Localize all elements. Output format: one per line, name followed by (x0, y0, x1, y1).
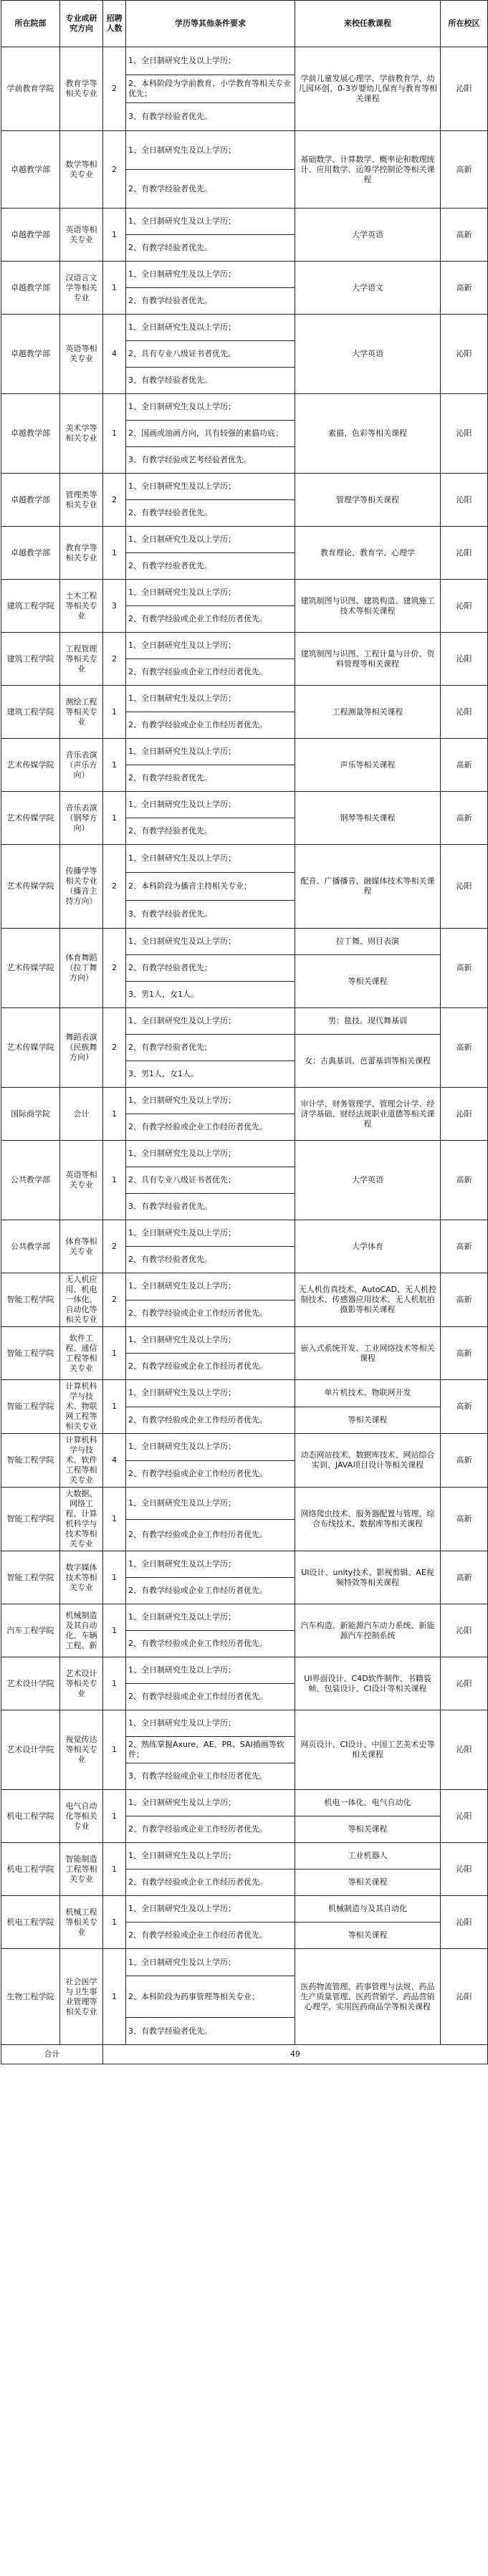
total-row (1, 2045, 488, 2064)
major-cell: 智能制造工程等相关专业 (60, 1843, 103, 1896)
major-cell: 汉语言文学等相关专业 (60, 262, 103, 315)
course-cell: 等相关课程 (295, 1869, 441, 1896)
course-cell: 声乐等相关课程 (295, 739, 441, 792)
requirement-cell: 1、全日制研究生及以上学历； (126, 47, 295, 75)
dept-cell: 智能工程学院 (1, 1380, 60, 1434)
table-row (1, 929, 488, 955)
campus-cell: 沁阳 (441, 686, 488, 739)
dept-cell: 智能工程学院 (1, 1434, 60, 1488)
requirement-cell: 2、有教学经验者优先； (126, 955, 295, 982)
course-cell: 教育理论、教育学、心理学 (295, 527, 441, 580)
count-cell: 2 (103, 845, 126, 929)
major-cell: 无人机应用、机电一体化、自动化等相关专业 (60, 1273, 103, 1327)
count-cell: 1 (103, 792, 126, 845)
requirement-cell: 3、有教学经验或企业工作经历者优先。 (126, 1763, 295, 1790)
major-cell: 英语等相关专业 (60, 209, 103, 262)
count-cell: 1 (103, 527, 126, 580)
dept-cell: 艺术传媒学院 (1, 929, 60, 1008)
dept-cell: 艺术设计学院 (1, 1657, 60, 1710)
dept-cell: 卓越教学部 (1, 209, 60, 262)
requirement-cell: 1、全日制研究生及以上学历； (126, 1657, 295, 1684)
requirement-cell: 2、有教学经验或企业工作经历者优先。 (126, 1816, 295, 1843)
major-cell: 机械制造及其自动化、车辆工程、新 (60, 1604, 103, 1657)
major-cell: 体育舞蹈（拉丁舞方向） (60, 929, 103, 1008)
count-cell: 1 (103, 1551, 126, 1604)
table-row (1, 792, 488, 818)
count-cell: 1 (103, 1604, 126, 1657)
count-cell: 2 (103, 1273, 126, 1327)
course-cell: 男：毯技、现代舞基训 (295, 1008, 441, 1035)
requirement-cell: 2、有教学经验者优先； (126, 1035, 295, 1061)
campus-cell: 沁阳 (441, 47, 488, 131)
campus-cell: 高新 (441, 792, 488, 845)
requirement-cell: 1、全日制研究生及以上学历； (126, 1843, 295, 1869)
dept-cell: 智能工程学院 (1, 1273, 60, 1327)
course-cell: 工业机器人 (295, 1843, 441, 1869)
count-cell: 1 (103, 1141, 126, 1220)
count-cell: 2 (103, 929, 126, 1008)
dept-cell: 机电工程学院 (1, 1790, 60, 1843)
campus-cell: 高新 (441, 1380, 488, 1434)
requirement-cell: 2、有教学经验或企业工作经历者优先。 (126, 659, 295, 686)
requirement-cell: 1、全日制研究生及以上学历； (126, 929, 295, 955)
requirement-cell: 2、有教学经验或企业工作经历者优先。 (126, 1923, 295, 1949)
campus-cell: 高新 (441, 209, 488, 262)
dept-cell: 艺术传媒学院 (1, 739, 60, 792)
campus-cell: 沁阳 (441, 1843, 488, 1896)
requirement-cell: 1、全日制研究生及以上学历； (126, 1551, 295, 1578)
course-cell: 大学体育 (295, 1220, 441, 1273)
major-cell: 传播学等相关专业（播音主持方向） (60, 845, 103, 929)
total-value: 49 (103, 2045, 488, 2064)
table-row (1, 1380, 488, 1407)
header-row (1, 1, 488, 47)
requirement-cell: 2、有教学经验者优先。 (126, 765, 295, 792)
requirement-cell: 3、有教学经验或艺考经验者优先。 (126, 447, 295, 474)
requirement-cell: 1、全日制研究生及以上学历； (126, 686, 295, 712)
dept-cell: 艺术传媒学院 (1, 1008, 60, 1088)
course-cell: UI设计、unity技术、影视剪辑、AE视频特效等相关课程 (295, 1551, 441, 1604)
dept-cell: 汽车工程学院 (1, 1604, 60, 1657)
major-cell: 大数据、网络工程、计算机科学与技术等相关专业 (60, 1488, 103, 1551)
table-row (1, 580, 488, 606)
requirement-cell: 1、全日制研究生及以上学历； (126, 739, 295, 765)
table-row (1, 315, 488, 341)
dept-cell: 机电工程学院 (1, 1896, 60, 1949)
course-cell: 建筑制图与识图、工程计量与计价、资料管理等相关课程 (295, 633, 441, 686)
requirement-cell: 1、全日制研究生及以上学历； (126, 1710, 295, 1737)
requirement-cell: 2、有教学经验或企业工作经历者优先。 (126, 1684, 295, 1710)
course-cell: 等相关课程 (295, 1923, 441, 1949)
course-cell: 单片机技术、物联网开发 (295, 1380, 441, 1407)
requirement-cell: 1、全日制研究生及以上学历； (126, 527, 295, 553)
campus-cell: 沁阳 (441, 315, 488, 394)
count-cell: 4 (103, 1434, 126, 1488)
course-cell: 网络爬虫技术、服务器配置与管理、综合布线技术、数据库等相关课程 (295, 1488, 441, 1551)
dept-cell: 卓越教学部 (1, 527, 60, 580)
count-cell: 4 (103, 315, 126, 394)
table-row (1, 394, 488, 421)
requirement-cell: 2、有教学经验或企业工作经历者优先。 (126, 1300, 295, 1327)
table-row (1, 1949, 488, 1976)
table-row (1, 1008, 488, 1035)
course-cell: 大学英语 (295, 1141, 441, 1220)
count-cell: 1 (103, 686, 126, 739)
table-row (1, 1488, 488, 1520)
major-cell: 计算机科学与技术、软件工程等相关专业 (60, 1434, 103, 1488)
campus-cell: 高新 (441, 1220, 488, 1273)
total-label: 合计 (1, 2045, 103, 2064)
count-cell: 2 (103, 131, 126, 209)
requirement-cell: 1、全日制研究生及以上学历； (126, 1380, 295, 1407)
dept-cell: 卓越教学部 (1, 394, 60, 474)
requirement-cell: 2、有教学经验者优先。 (126, 500, 295, 527)
requirement-cell: 1、全日制研究生及以上学历； (126, 580, 295, 606)
course-cell: 无人机仿真技术、AutoCAD、无人机控制技术、传感器应用技术、无人机航拍摄影等相关课程 (295, 1273, 441, 1327)
requirement-cell: 1、全日制研究生及以上学历； (126, 1949, 295, 1976)
major-cell: 土木工程等相关专业 (60, 580, 103, 633)
campus-cell: 沁阳 (441, 527, 488, 580)
course-cell: 机械制造与及其自动化 (295, 1896, 441, 1923)
dept-cell: 公共教学部 (1, 1141, 60, 1220)
header-courses: 来校任教课程 (295, 1, 441, 47)
dept-cell: 卓越教学部 (1, 315, 60, 394)
requirement-cell: 1、全日制研究生及以上学历； (126, 315, 295, 341)
requirement-cell: 1、全日制研究生及以上学历； (126, 394, 295, 421)
count-cell: 2 (103, 47, 126, 131)
header-requirements: 学历等其他条件要求 (126, 1, 295, 47)
campus-cell: 沁阳 (441, 474, 488, 527)
campus-cell: 沁阳 (441, 394, 488, 474)
campus-cell: 沁阳 (441, 1949, 488, 2045)
requirement-cell: 1、全日制研究生及以上学历； (126, 633, 295, 659)
count-cell: 2 (103, 1008, 126, 1088)
requirement-cell: 2、有教学经验或企业工作经历者优先。 (126, 1519, 295, 1551)
requirement-cell: 2、有教学经验或企业工作经历者优先。 (126, 1869, 295, 1896)
course-cell: 配音、广播播音、融媒体技术等相关课程 (295, 845, 441, 929)
table-row (1, 1710, 488, 1737)
table-row (1, 1551, 488, 1578)
table-row (1, 1604, 488, 1631)
course-cell: UI界面设计、C4D软件制作、书籍装帧、包装设计、CI设计等相关课程 (295, 1657, 441, 1710)
course-cell: 汽车构造、新能源汽车动力系统、新能源汽车控制系统 (295, 1604, 441, 1657)
table-body (1, 47, 488, 2045)
course-cell: 建筑制图与识图、建筑构造、建筑施工技术等相关课程 (295, 580, 441, 633)
course-cell: 审计学、财务管理学、管理会计学、经济学基础、财经法规职业道德等相关课程 (295, 1088, 441, 1141)
requirement-cell: 1、全日制研究生及以上学历； (126, 1141, 295, 1167)
header-count: 招聘人数 (103, 1, 126, 47)
major-cell: 英语等相关专业 (60, 1141, 103, 1220)
count-cell: 1 (103, 1896, 126, 1949)
requirement-cell: 2、有教学经验或企业工作经历者优先。 (126, 1631, 295, 1657)
count-cell: 1 (103, 739, 126, 792)
requirement-cell: 2、国画或油画方向，具有较强的素描功底； (126, 421, 295, 447)
dept-cell: 智能工程学院 (1, 1327, 60, 1380)
course-cell: 学前儿童发展心理学、学前教育学、幼儿园环创、0-3岁婴幼儿保育与教育等相关课程 (295, 47, 441, 131)
major-cell: 软件工程、通信工程等相关专业 (60, 1327, 103, 1380)
major-cell: 视觉传达等相关专业 (60, 1710, 103, 1790)
course-cell: 基础数学、计算数学、概率论和数理统计、应用数学、运筹学控制论等相关课程 (295, 131, 441, 209)
requirement-cell: 1、全日制研究生及以上学历； (126, 1220, 295, 1247)
requirement-cell: 3、有教学经验者优先。 (126, 901, 295, 929)
requirement-cell: 3、有教学经验者优先。 (126, 1194, 295, 1220)
campus-cell: 沁阳 (441, 1896, 488, 1949)
requirement-cell: 2、有教学经验者优先。 (126, 1247, 295, 1273)
requirement-cell: 1、全日制研究生及以上学历； (126, 845, 295, 873)
campus-cell: 高新 (441, 739, 488, 792)
table-row (1, 47, 488, 75)
campus-cell: 沁阳 (441, 1710, 488, 1790)
major-cell: 舞蹈表演（民族舞方向） (60, 1008, 103, 1088)
major-cell: 机械工程等相关专业 (60, 1896, 103, 1949)
course-cell: 素描、色彩等相关课程 (295, 394, 441, 474)
campus-cell: 高新 (441, 1434, 488, 1488)
count-cell: 1 (103, 1657, 126, 1710)
requirement-cell: 2、有教学经验者优先。 (126, 818, 295, 845)
dept-cell: 卓越教学部 (1, 262, 60, 315)
campus-cell: 沁阳 (441, 1604, 488, 1657)
requirement-cell: 3、有教学经验者优先。 (126, 368, 295, 394)
requirement-cell: 2、本科阶段为播音主持相关专业； (126, 873, 295, 901)
requirement-cell: 1、全日制研究生及以上学历； (126, 1434, 295, 1461)
dept-cell: 建筑工程学院 (1, 633, 60, 686)
campus-cell: 高新 (441, 1488, 488, 1551)
count-cell: 2 (103, 1220, 126, 1273)
course-cell: 大学英语 (295, 315, 441, 394)
major-cell: 音乐表演（钢琴方向） (60, 792, 103, 845)
requirement-cell: 3、男1人，女1人。 (126, 982, 295, 1008)
major-cell: 教育学等相关专业 (60, 527, 103, 580)
count-cell: 1 (103, 1843, 126, 1896)
table-row (1, 845, 488, 873)
major-cell: 数学等相关专业 (60, 131, 103, 209)
table-row (1, 633, 488, 659)
requirement-cell: 1、全日制研究生及以上学历； (126, 1488, 295, 1520)
requirement-cell: 2、熟练掌握Axure、AE、PR、SAI插画等软件； (126, 1737, 295, 1763)
table-row (1, 527, 488, 553)
requirement-cell: 2、有教学经验者优先。 (126, 170, 295, 209)
requirement-cell: 2、有教学经验或企业工作经历者优先。 (126, 606, 295, 633)
count-cell: 1 (103, 1949, 126, 2045)
dept-cell: 建筑工程学院 (1, 580, 60, 633)
requirement-cell: 2、有教学经验或企业工作经历者优先。 (126, 1578, 295, 1604)
major-cell: 美术学等相关专业 (60, 394, 103, 474)
requirement-cell: 2、有教学经验或企业工作经历者优先。 (126, 1114, 295, 1141)
requirement-cell: 1、全日制研究生及以上学历； (126, 1790, 295, 1816)
table-row (1, 1790, 488, 1816)
requirement-cell: 1、全日制研究生及以上学历； (126, 1088, 295, 1114)
requirement-cell: 1、全日制研究生及以上学历； (126, 262, 295, 288)
course-cell: 管理学等相关课程 (295, 474, 441, 527)
requirement-cell: 2、本科阶段为药事管理等相关专业； (126, 1976, 295, 2018)
table-row (1, 1843, 488, 1869)
campus-cell: 沁阳 (441, 1790, 488, 1843)
header-major: 专业或研究方向 (60, 1, 103, 47)
campus-cell: 沁阳 (441, 633, 488, 686)
campus-cell: 高新 (441, 1141, 488, 1220)
table-row (1, 1434, 488, 1461)
requirement-cell: 2、具有专业八级证书者优先； (126, 1167, 295, 1194)
major-cell: 测绘工程等相关专业 (60, 686, 103, 739)
course-cell: 嵌入式系统开发、工业网络技术等相关课程 (295, 1327, 441, 1380)
major-cell: 艺术设计等相关专业 (60, 1657, 103, 1710)
requirement-cell: 1、全日制研究生及以上学历； (126, 1327, 295, 1354)
table-row (1, 1141, 488, 1167)
course-cell: 等相关课程 (295, 1407, 441, 1434)
dept-cell: 卓越教学部 (1, 474, 60, 527)
campus-cell: 高新 (441, 262, 488, 315)
campus-cell: 沁阳 (441, 845, 488, 929)
count-cell: 1 (103, 1488, 126, 1551)
count-cell: 1 (103, 1088, 126, 1141)
table-row (1, 1220, 488, 1247)
count-cell: 2 (103, 633, 126, 686)
table-row (1, 1896, 488, 1923)
table-row (1, 686, 488, 712)
major-cell: 电气自动化等相关专业 (60, 1790, 103, 1843)
requirement-cell: 1、全日制研究生及以上学历； (126, 1896, 295, 1923)
requirement-cell: 2、有教学经验者优先。 (126, 235, 295, 262)
header-campus: 所在校区 (441, 1, 488, 47)
count-cell: 1 (103, 1380, 126, 1434)
dept-cell: 智能工程学院 (1, 1551, 60, 1604)
requirement-cell: 2、有教学经验或企业工作经历者优先。 (126, 1407, 295, 1434)
course-cell: 医药物流管理、药事管理与法规、药品生产质量管理、医药营销学、药品营销心理学、实用医药商品学等相关课程 (295, 1949, 441, 2045)
dept-cell: 公共教学部 (1, 1220, 60, 1273)
course-cell: 工程测量等相关课程 (295, 686, 441, 739)
major-cell: 教育学等相关专业 (60, 47, 103, 131)
dept-cell: 艺术传媒学院 (1, 792, 60, 845)
course-cell: 大学英语 (295, 209, 441, 262)
course-cell: 网页设计、CI设计、中国工艺美术史等相关课程 (295, 1710, 441, 1790)
dept-cell: 学前教育学院 (1, 47, 60, 131)
course-cell: 大学语文 (295, 262, 441, 315)
requirement-cell: 1、全日制研究生及以上学历； (126, 131, 295, 170)
requirement-cell: 2、有教学经验或企业工作经历者优先。 (126, 1354, 295, 1380)
major-cell: 体育等相关专业 (60, 1220, 103, 1273)
recruitment-table (1, 0, 488, 2064)
requirement-cell: 1、全日制研究生及以上学历； (126, 1008, 295, 1035)
requirement-cell: 2、有教学经验或企业工作经历者优先。 (126, 1460, 295, 1488)
major-cell: 计算机科学与技术、物联网工程等相关专业 (60, 1380, 103, 1434)
course-cell: 等相关课程 (295, 1816, 441, 1843)
dept-cell: 机电工程学院 (1, 1843, 60, 1896)
dept-cell: 艺术设计学院 (1, 1710, 60, 1790)
dept-cell: 生物工程学院 (1, 1949, 60, 2045)
count-cell: 1 (103, 1710, 126, 1790)
campus-cell: 高新 (441, 1008, 488, 1088)
requirement-cell: 3、男1人，女1人。 (126, 1061, 295, 1088)
dept-cell: 艺术传媒学院 (1, 845, 60, 929)
count-cell: 1 (103, 1790, 126, 1843)
table-row (1, 131, 488, 170)
major-cell: 社会医学与卫生事业管理等相关专业 (60, 1949, 103, 2045)
campus-cell: 沁阳 (441, 580, 488, 633)
requirement-cell: 2、有教学经验者优先。 (126, 288, 295, 315)
course-cell: 动态网站技术、数据库技术、网站综合实训、JAVA项目设计等相关课程 (295, 1434, 441, 1488)
requirement-cell: 1、全日制研究生及以上学历； (126, 209, 295, 235)
requirement-cell: 1、全日制研究生及以上学历； (126, 1604, 295, 1631)
requirement-cell: 2、有教学经验者优先。 (126, 553, 295, 580)
dept-cell: 国际商学院 (1, 1088, 60, 1141)
campus-cell: 高新 (441, 929, 488, 1008)
major-cell: 工程管理等相关专业 (60, 633, 103, 686)
course-cell: 钢琴等相关课程 (295, 792, 441, 845)
table-row (1, 209, 488, 235)
major-cell: 音乐表演（声乐方向） (60, 739, 103, 792)
count-cell: 3 (103, 580, 126, 633)
course-cell: 机电一体化、电气自动化 (295, 1790, 441, 1816)
requirement-cell: 2、具有专业八级证书者优先。 (126, 341, 295, 368)
major-cell: 英语等相关专业 (60, 315, 103, 394)
campus-cell: 高新 (441, 1551, 488, 1604)
course-cell: 拉丁舞、则目表演 (295, 929, 441, 955)
count-cell: 1 (103, 262, 126, 315)
table-row (1, 1657, 488, 1684)
course-cell: 女：古典基训、芭蕾基训等相关课程 (295, 1035, 441, 1088)
requirement-cell: 1、全日制研究生及以上学历； (126, 474, 295, 500)
count-cell: 2 (103, 474, 126, 527)
campus-cell: 高新 (441, 1327, 488, 1380)
campus-cell: 高新 (441, 131, 488, 209)
requirement-cell: 3、有教学经验者优先。 (126, 103, 295, 131)
dept-cell: 建筑工程学院 (1, 686, 60, 739)
count-cell: 1 (103, 394, 126, 474)
table-row (1, 474, 488, 500)
count-cell: 1 (103, 1327, 126, 1380)
table-row (1, 262, 488, 288)
major-cell: 管理类等相关专业 (60, 474, 103, 527)
requirement-cell: 1、全日制研究生及以上学历； (126, 792, 295, 818)
campus-cell: 高新 (441, 1273, 488, 1327)
requirement-cell: 2、本科阶段为学前教育、小学教育等相关专业优先； (126, 75, 295, 103)
major-cell: 会计 (60, 1088, 103, 1141)
requirement-cell: 3、有教学经验者优先。 (126, 2018, 295, 2045)
dept-cell: 卓越教学部 (1, 131, 60, 209)
requirement-cell: 1、全日制研究生及以上学历； (126, 1273, 295, 1301)
campus-cell: 沁阳 (441, 1657, 488, 1710)
table-row (1, 1088, 488, 1114)
header-dept: 所在院部 (1, 1, 60, 47)
major-cell: 数字媒体技术等相关专业 (60, 1551, 103, 1604)
course-cell: 等相关课程 (295, 955, 441, 1008)
table-row (1, 1327, 488, 1354)
table-row (1, 739, 488, 765)
campus-cell: 沁阳 (441, 1088, 488, 1141)
count-cell: 1 (103, 209, 126, 262)
dept-cell: 智能工程学院 (1, 1488, 60, 1551)
requirement-cell: 2、有教学经验或企业工作经历者优先。 (126, 712, 295, 739)
table-row (1, 1273, 488, 1301)
